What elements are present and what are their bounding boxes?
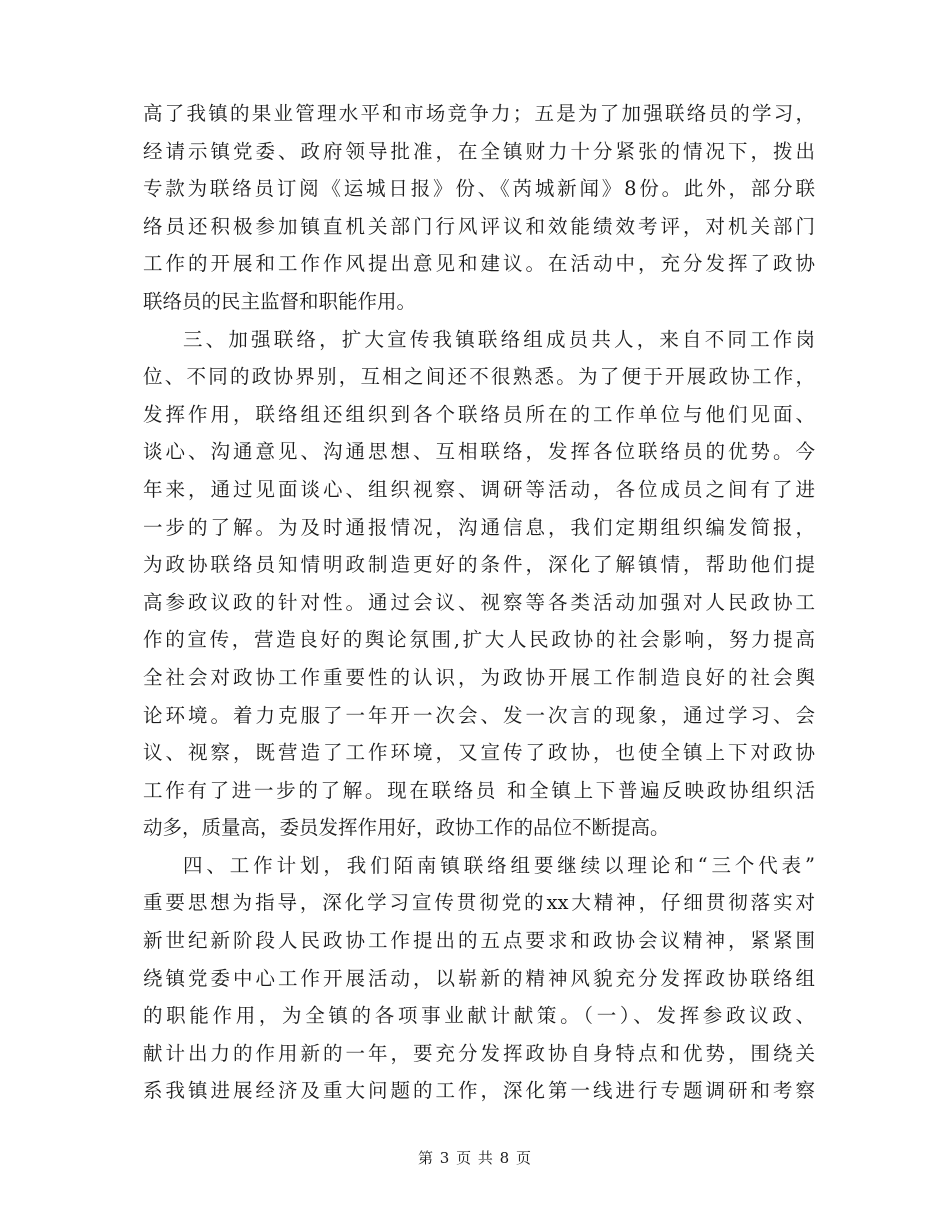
text-line: 工作的开展和工作作风提出意见和建议。在活动中，充分发挥了政协: [143, 252, 815, 276]
text-line: 论环境。着力克服了一年开一次会、发一次言的现象，通过学习、会: [143, 703, 815, 727]
text-line: 三、加强联络，扩大宣传我镇联络组成员共人，来自不同工作岗: [183, 327, 815, 351]
text-line: 位、不同的政协界别，互相之间还不很熟悉。为了便于开展政协工作，: [143, 365, 815, 389]
text-line: 工作有了进一步的了解。现在联络员 和全镇上下普遍反映政协组织活: [143, 778, 815, 802]
paragraph-3: [143, 847, 815, 1110]
paragraph-1: [143, 95, 815, 321]
text-line: 重要思想为指导，深化学习宣传贯彻党的xx大精神，仔细贯彻落实对: [143, 891, 815, 915]
text-line: 联络员的民主监督和职能作用。: [143, 289, 417, 313]
document-body: [143, 95, 815, 1110]
text-line: 为政协联络员知情明政制造更好的条件，深化了解镇情，帮助他们提: [143, 553, 815, 577]
text-line: 络员还积极参加镇直机关部门行风评议和效能绩效考评，对机关部门: [143, 214, 815, 238]
text-line: 专款为联络员订阅《运城日报》份、《芮城新闻》8份。此外，部分联: [143, 177, 815, 201]
text-line: 全社会对政协工作重要性的认识，为政协开展工作制造良好的社会舆: [143, 665, 815, 689]
text-line: 高了我镇的果业管理水平和市场竞争力；五是为了加强联络员的学习，: [143, 102, 815, 125]
text-line: 四、工作计划，我们陌南镇联络组要继续以理论和“三个代表”: [183, 853, 815, 877]
text-line: 绕镇党委中心工作开展活动，以崭新的精神风貌充分发挥政协联络组: [143, 966, 815, 990]
text-line: 动多，质量高，委员发挥作用好，政协工作的品位不断提高。: [143, 816, 670, 840]
text-line: 献计出力的作用新的一年，要充分发挥政协自身特点和优势，围绕关: [143, 1041, 815, 1065]
text-line: 系我镇进展经济及重大问题的工作，深化第一线进行专题调研和考察: [143, 1079, 815, 1103]
text-line: 年来，通过见面谈心、组织视察、调研等活动，各位成员之间有了进: [143, 477, 815, 501]
text-line: 发挥作用，联络组还组织到各个联络员所在的工作单位与他们见面、: [143, 402, 815, 426]
text-line: 一步的了解。为及时通报情况，沟通信息，我们定期组织编发简报，: [143, 515, 815, 539]
text-line: 高参政议政的针对性。通过会议、视察等各类活动加强对人民政协工: [143, 590, 815, 614]
text-line: 议、视察，既营造了工作环境，又宣传了政协，也使全镇上下对政协: [143, 741, 815, 765]
text-line: 谈心、沟通意见、沟通思想、互相联络，发挥各位联络员的优势。今: [143, 440, 815, 464]
paragraph-2: [143, 321, 815, 847]
page-number-footer: 第 3 页 共 8 页: [418, 1149, 532, 1167]
text-line: 新世纪新阶段人民政协工作提出的五点要求和政协会议精神，紧紧围: [143, 929, 815, 953]
text-line: 的职能作用，为全镇的各项事业献计献策。（一）、发挥参政议政、: [143, 1004, 815, 1028]
text-line: 经请示镇党委、政府领导批准，在全镇财力十分紧张的情况下，拨出: [143, 139, 815, 163]
text-line: 作的宣传，营造良好的舆论氛围,扩大人民政协的社会影响，努力提高: [143, 628, 815, 652]
